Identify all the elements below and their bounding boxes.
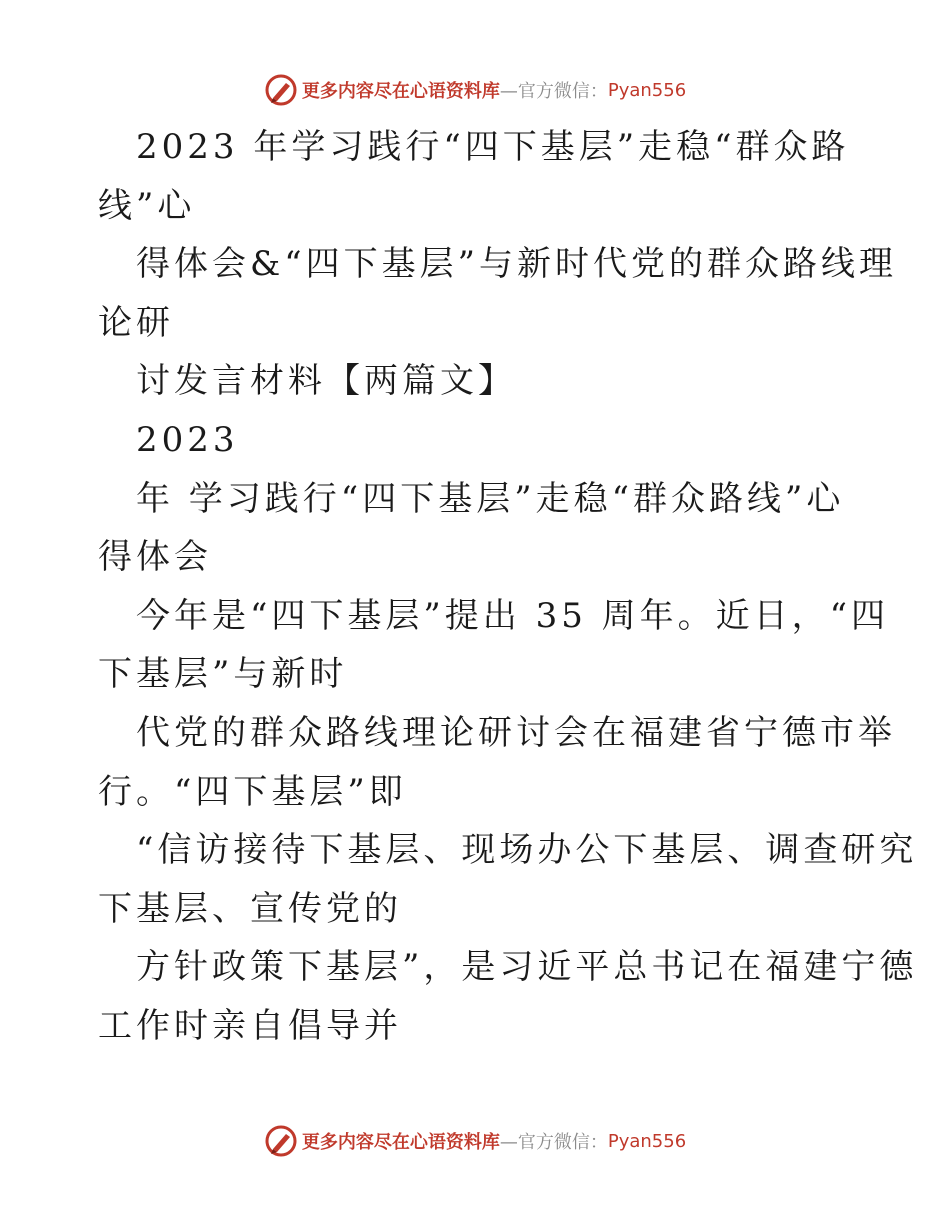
header-banner — [0, 70, 950, 110]
banner-separator: —官方微信： — [499, 81, 608, 102]
text-line: 下基层”与新时 — [98, 654, 348, 695]
footer-banner — [0, 1121, 950, 1161]
text-line: 得体会 — [98, 537, 212, 578]
text-line: 2023 年学习践行“四下基层”走稳“群众路 — [136, 127, 850, 167]
banner-prefix: 更多内容尽在心语资料库 — [301, 1132, 500, 1153]
banner-prefix: 更多内容尽在心语资料库 — [301, 81, 500, 102]
text-line: 方针政策下基层”，是习近平总书记在福建宁德 — [136, 947, 918, 988]
banner-separator: —官方微信： — [499, 1132, 608, 1153]
pen-logo-icon — [264, 1124, 298, 1158]
text-line: 代党的群众路线理论研讨会在福建省宁德市举 — [136, 712, 896, 753]
text-line: 得体会&“四下基层”与新时代党的群众路线理 — [136, 244, 898, 285]
text-line: 2023 — [136, 419, 239, 460]
text-line: 论研 — [98, 302, 174, 343]
text-line: 讨发言材料【两篇文】 — [136, 361, 516, 402]
pen-logo-icon — [264, 73, 298, 107]
document-body — [98, 118, 918, 1056]
text-line: 年 学习践行“四下基层”走稳“群众路线”心 — [136, 478, 845, 519]
banner-account: Pyan556 — [607, 1130, 687, 1152]
text-line: 工作时亲自倡导并 — [98, 1005, 402, 1046]
text-line: “信访接待下基层、现场办公下基层、调查研究 — [136, 830, 918, 871]
text-line: 今年是“四下基层”提出 35 周年。近日，“四 — [136, 595, 890, 636]
text-line: 线”心 — [98, 185, 196, 226]
text-line: 行。“四下基层”即 — [98, 771, 407, 812]
text-line: 下基层、宣传党的 — [98, 888, 402, 929]
banner-account: Pyan556 — [607, 79, 687, 101]
